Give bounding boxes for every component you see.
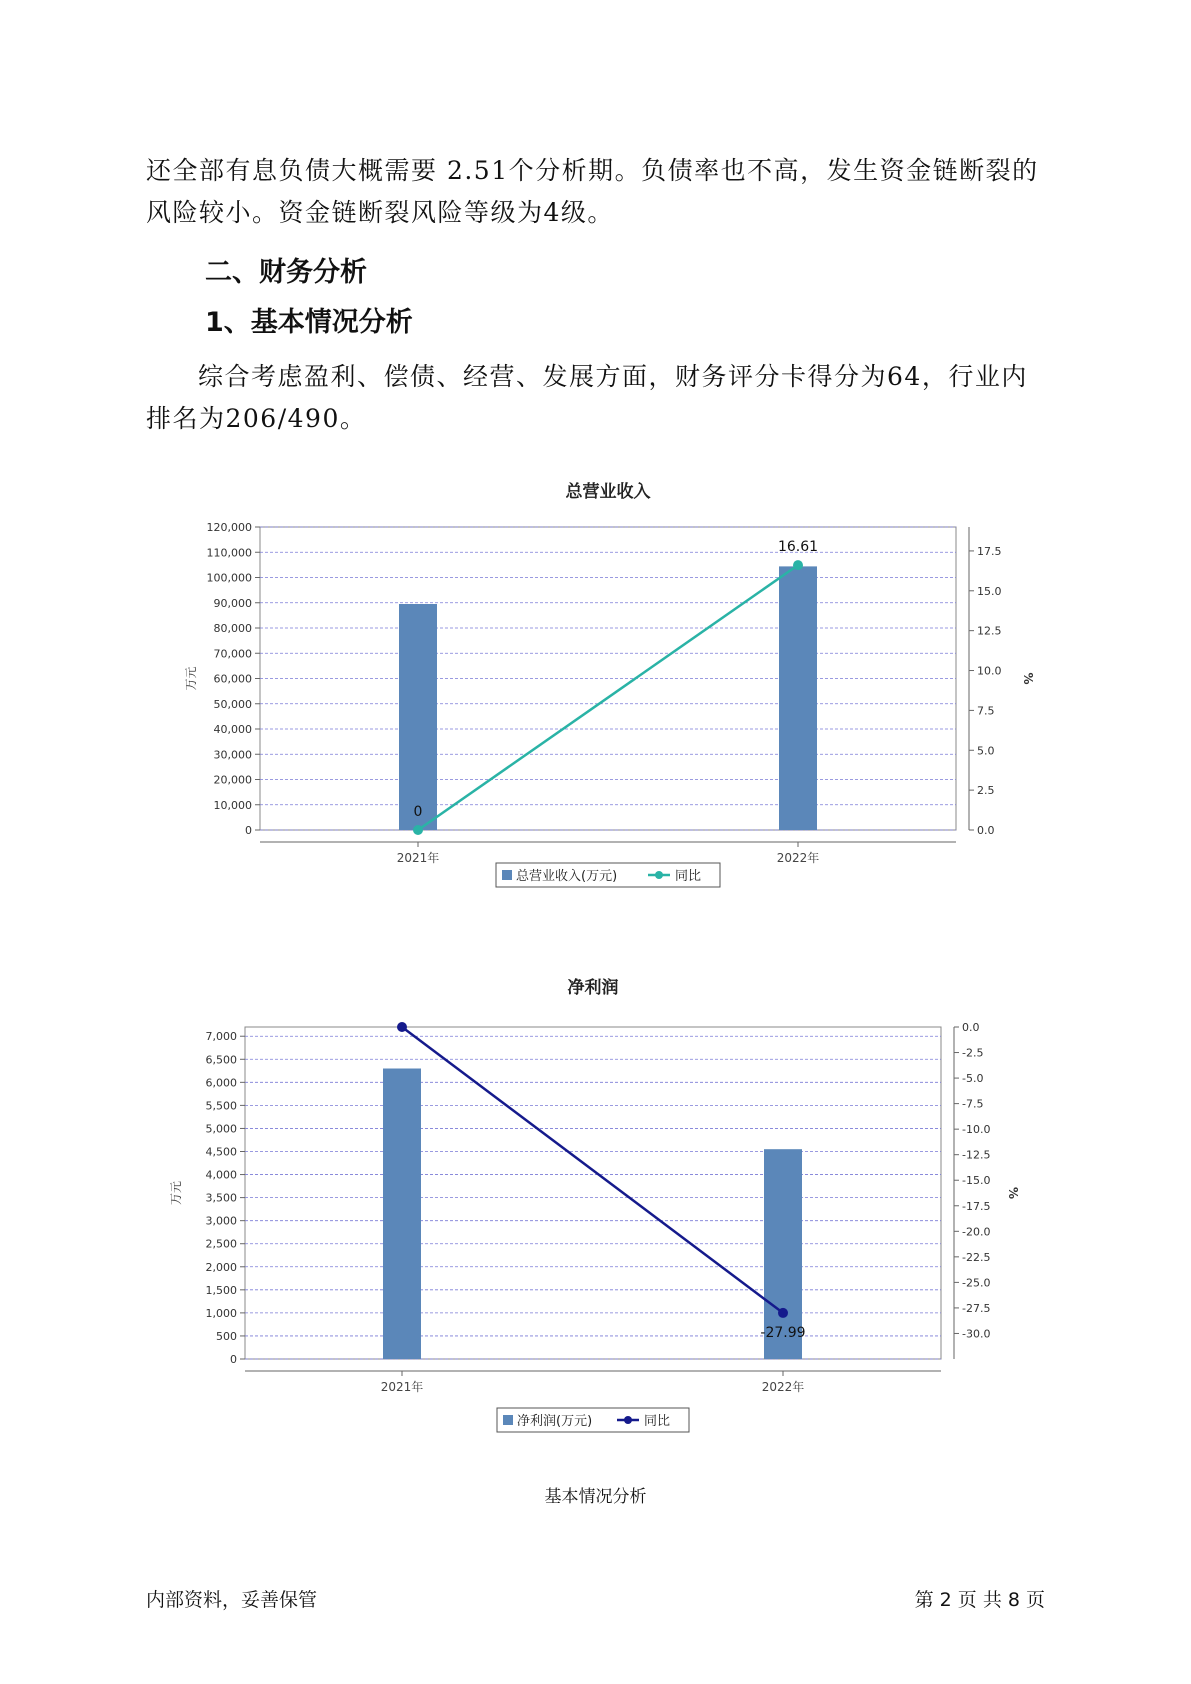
bar xyxy=(383,1069,421,1360)
y-tick-label: 40,000 xyxy=(213,723,252,736)
net-profit-chart xyxy=(0,965,1191,1435)
y-tick-label: 2,000 xyxy=(205,1260,237,1274)
data-label: 0 xyxy=(413,804,423,820)
y-right-tick-label: -2.5 xyxy=(962,1046,984,1060)
y-right-tick-label: -10.0 xyxy=(962,1123,991,1137)
y-right-tick-label: -20.0 xyxy=(962,1225,991,1239)
y-tick-label: 3,000 xyxy=(205,1214,237,1228)
line-point xyxy=(778,1308,788,1318)
y-axis-title: 万元 xyxy=(169,1180,183,1206)
y-right-tick-label: -22.5 xyxy=(962,1250,991,1264)
bar xyxy=(399,604,437,830)
line-point xyxy=(793,560,803,570)
y-right-tick-label: 2.5 xyxy=(977,784,995,798)
y-tick-label: 50,000 xyxy=(213,697,252,711)
y-right-tick-label: -25.0 xyxy=(962,1276,991,1290)
y-right-tick-label: 15.0 xyxy=(977,584,1002,598)
y-tick-label: 4,000 xyxy=(205,1168,237,1182)
y-tick-label: 60,000 xyxy=(213,672,252,686)
data-label: 16.61 xyxy=(777,539,819,556)
score-paragraph: 综合考虑盈利、偿债、经营、发展方面，财务评分卡得分为64，行业内排名为206/490。 xyxy=(146,362,1028,433)
line-point xyxy=(397,1022,407,1032)
y-tick-label: 6,000 xyxy=(205,1076,237,1090)
plot-area xyxy=(245,1027,941,1359)
footer-page-number: 第 2 页 共 8 页 xyxy=(914,1589,1045,1611)
y-tick-label: 20,000 xyxy=(213,773,252,787)
y-tick-label: 1,500 xyxy=(205,1283,237,1297)
y-tick-label: 100,000 xyxy=(206,571,252,585)
y-right-tick-label: 0.0 xyxy=(977,824,995,837)
legend-bar-swatch xyxy=(502,870,512,880)
y-tick-label: 110,000 xyxy=(206,546,252,560)
x-tick-label: 2022年 xyxy=(776,851,820,865)
y-right-tick-label: 10.0 xyxy=(977,664,1002,678)
y-axis-right-title: % xyxy=(1006,1186,1020,1200)
legend-line-label: 同比 xyxy=(675,869,702,884)
y-right-tick-label: -12.5 xyxy=(962,1148,991,1162)
y-tick-label: 0 xyxy=(245,824,252,837)
y-tick-label: 120,000 xyxy=(206,521,252,534)
x-tick-label: 2022年 xyxy=(761,1380,805,1394)
revenue-chart xyxy=(0,465,1191,945)
y-axis-title: 万元 xyxy=(184,666,198,691)
y-right-tick-label: 17.5 xyxy=(977,544,1002,558)
bar xyxy=(779,566,817,830)
y-right-tick-label: -7.5 xyxy=(962,1097,984,1111)
x-tick-label: 2021年 xyxy=(396,851,440,865)
y-tick-label: 5,500 xyxy=(205,1099,237,1113)
figure-caption: 基本情况分析 xyxy=(544,1487,647,1507)
y-right-tick-label: 12.5 xyxy=(977,624,1002,638)
y-right-tick-label: -15.0 xyxy=(962,1174,991,1188)
footer-confidential: 内部资料，妥善保管 xyxy=(146,1589,318,1611)
y-right-tick-label: 0.0 xyxy=(962,1021,980,1034)
legend-bar-label: 总营业收入(万元) xyxy=(516,869,618,884)
y-right-tick-label: -27.5 xyxy=(962,1301,991,1315)
y-right-tick-label: -5.0 xyxy=(962,1072,984,1086)
y-tick-label: 80,000 xyxy=(213,622,252,635)
legend-line-label: 同比 xyxy=(644,1414,671,1429)
y-tick-label: 90,000 xyxy=(213,596,252,610)
legend-line-marker xyxy=(624,1416,632,1424)
legend-line-marker xyxy=(655,871,663,879)
legend-bar-label: 净利润(万元) xyxy=(517,1414,593,1429)
y-tick-label: 30,000 xyxy=(213,748,252,762)
y-tick-label: 10,000 xyxy=(213,798,252,812)
y-tick-label: 4,500 xyxy=(205,1145,237,1159)
line-point xyxy=(413,825,423,835)
x-tick-label: 2021年 xyxy=(380,1380,424,1394)
legend-bar-swatch xyxy=(503,1415,513,1425)
y-tick-label: 1,000 xyxy=(205,1306,237,1320)
y-tick-label: 70,000 xyxy=(213,647,252,661)
y-tick-label: 2,500 xyxy=(205,1237,237,1251)
y-tick-label: 6,500 xyxy=(205,1053,237,1067)
y-tick-label: 7,000 xyxy=(205,1030,237,1044)
intro-paragraph: 还全部有息负债大概需要 2.51个分析期。负债率也不高，发生资金链断裂的风险较小。资金链断裂风险等级为4级。 xyxy=(146,156,1039,227)
chart-title: 净利润 xyxy=(567,978,619,998)
y-axis-right-title: % xyxy=(1021,672,1035,685)
section-heading: 二、财务分析 xyxy=(205,257,367,288)
subsection-heading: 1、基本情况分析 xyxy=(205,307,413,338)
y-tick-label: 5,000 xyxy=(205,1122,237,1136)
y-tick-label: 0 xyxy=(230,1353,237,1366)
y-right-tick-label: 5.0 xyxy=(977,744,995,758)
data-label: -27.99 xyxy=(760,1324,806,1341)
y-tick-label: 500 xyxy=(216,1329,237,1343)
chart-title: 总营业收入 xyxy=(565,482,651,502)
y-right-tick-label: -30.0 xyxy=(962,1327,991,1341)
y-tick-label: 3,500 xyxy=(205,1191,237,1205)
y-right-tick-label: -17.5 xyxy=(962,1199,991,1213)
y-right-tick-label: 7.5 xyxy=(977,704,995,718)
